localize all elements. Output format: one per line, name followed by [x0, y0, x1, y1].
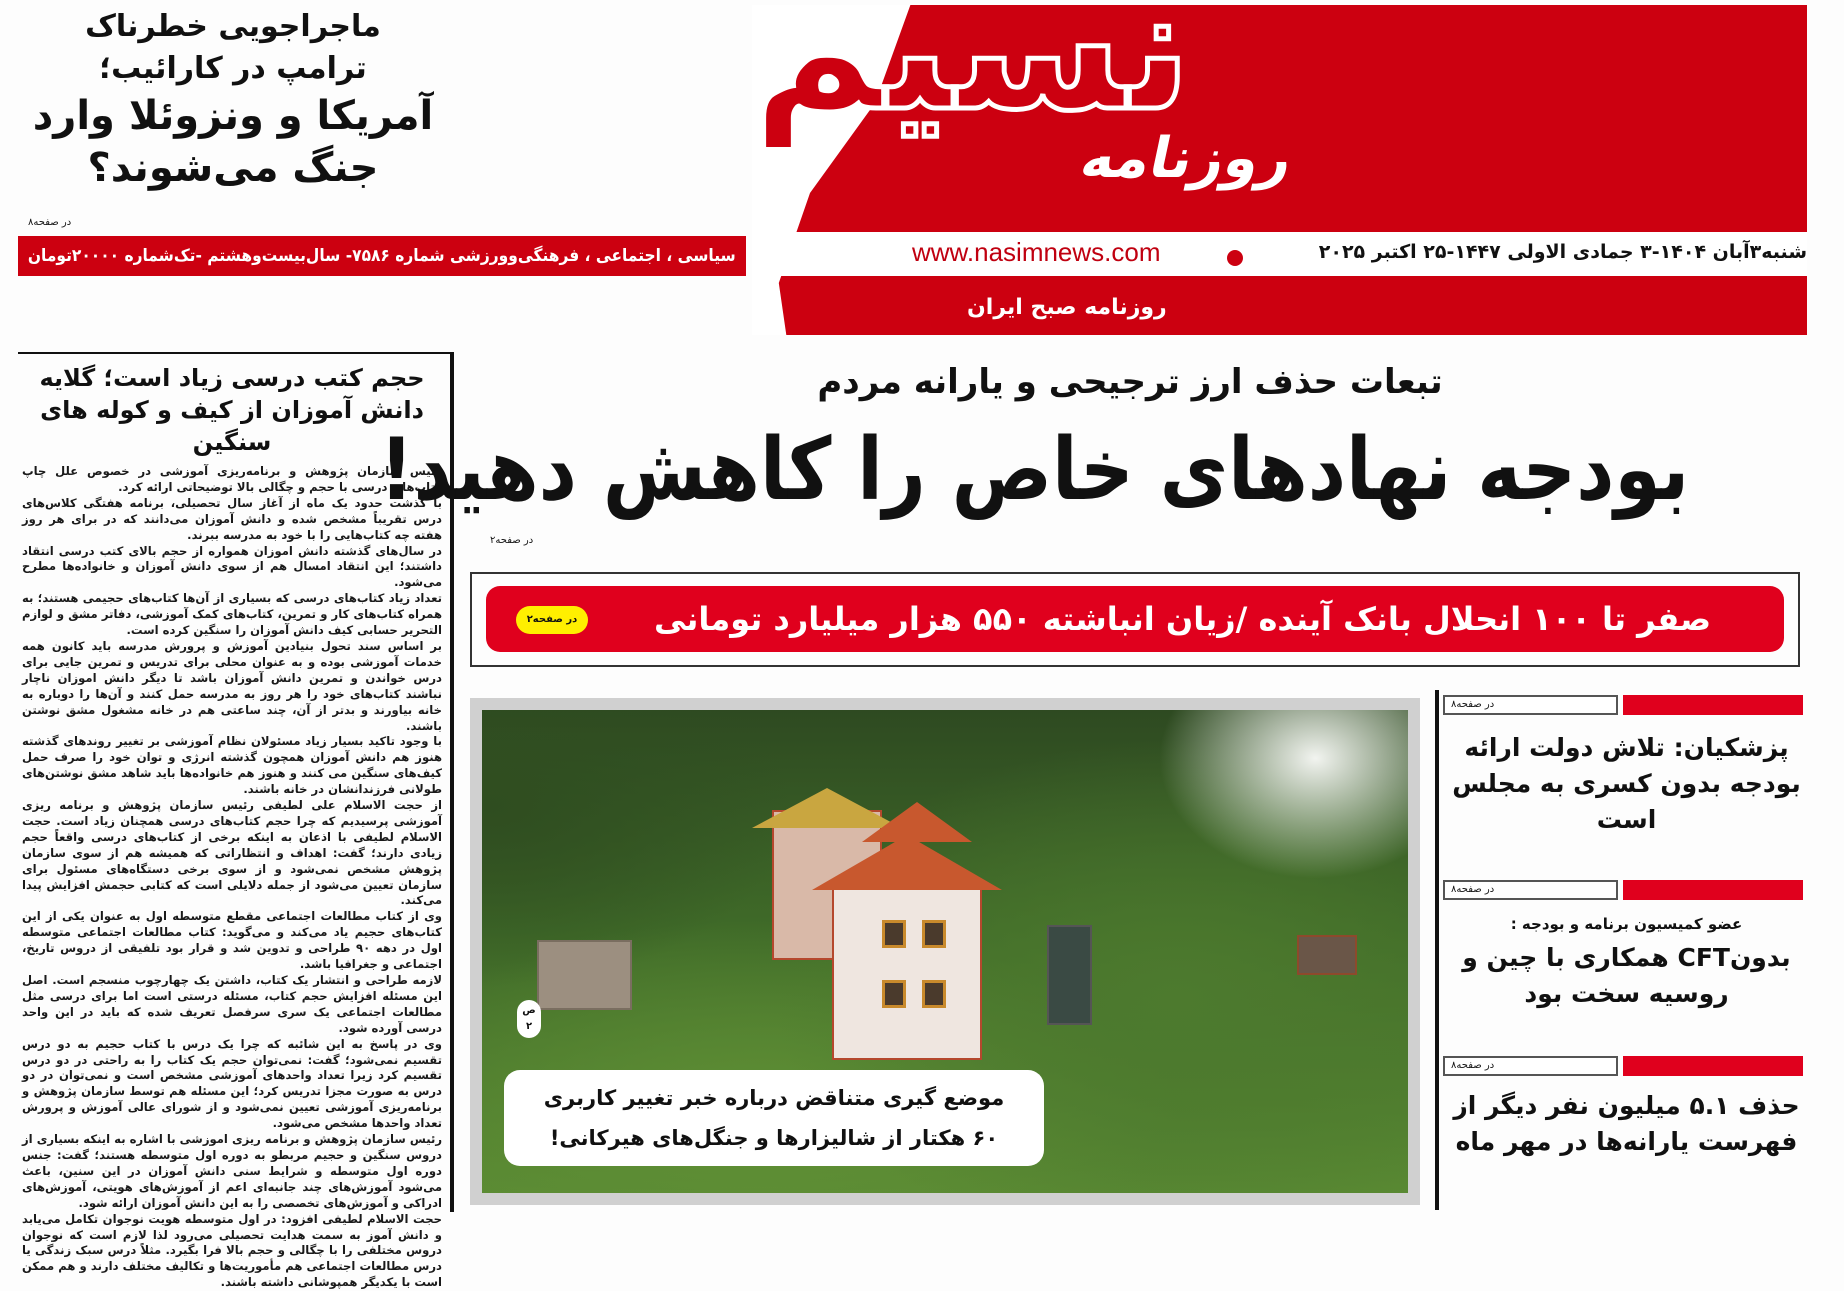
logo-prefix: روزنامه	[1075, 126, 1299, 191]
section-label	[1443, 695, 1808, 715]
window-shape	[922, 920, 946, 948]
article-paragraph: با وجود تاکید بسیار زیاد مسئولان نظام آموزشی بر تغییر روندهای گذشته هنوز هم دانش آموزان همچون گذشته انرژی و توان خود را صرف حمل کیف‌های سنگین می کنند و هنوز هم خانواده‌ها باید شاهد مشق نوشتن‌های طولانی فرزندانشان در خانه باشند.	[22, 734, 442, 797]
article-paragraph: با گذشت حدود یک ماه از آغاز سال تحصیلی، برنامه هفتگی کلاس‌های درس تقریباً مشخص شده و دانش آموزان می‌دانند که در برای هر روز هفته چه کتاب‌هایی را با خود به مدرسه ببرند.	[22, 495, 442, 542]
banner-headline[interactable]	[486, 586, 1784, 652]
right-column	[1435, 690, 1807, 1210]
page-ref: در صفحه۸	[28, 217, 72, 228]
article-paragraph: حجت الاسلام لطیفی افزود: در اول متوسطه هویت نوجوان تکامل می‌یابد و دانش آموز به سمت هدایت تحصیلی می‌رود لذا لازم است که نوجوان دروس مختلفی را با چگالی و حجم بالا فرا بگیرد. مثلاً درس سبک زندگی یا درس مطالعات اجتماعی هم مأموریت‌ها و تکالیف مختلف دارند و هم ممکن است با یکدیگر همپوشانی داشته باشند.	[22, 1211, 442, 1290]
page-ref: در صفحه۲	[490, 535, 534, 546]
shed-shape	[1297, 935, 1357, 975]
article-paragraph: رئیس سازمان پژوهش و برنامه ریزی اموزشی با اشاره به اینکه بسیاری از دروس سنگین و حجیم مربطو به دوره اول متوسطه هستند؛ گفت: جنس دوره اول متوسطه و شرایط سنی دانش آموزان در این سنین، باعث می‌شود آموزش‌های چند جانبه‌ای اعم از آموزش‌های هویتی، آموزش‌های ادراکی و آموزش‌های تخصصی را به این دانش آموزان ارائه شود.	[22, 1132, 442, 1210]
brief-headline[interactable]: حذف ۵.۱ میلیون نفر دیگر از فهرست یارانه‌ها در مهر ماه	[1453, 1091, 1800, 1156]
article-paragraph: از حجت الاسلام علی لطیفی رئیس سازمان پژوهش و برنامه ریزی آموزشی پرسیدیم که چرا حجم کتاب‌های درسی همچنان زیاد است. حجت الاسلام لطیفی با اذعان به اینکه برخی از کتاب‌های درسی واقعاً حجم زیادی دارند؛ گفت: اهداف و انتظاراتی که همیشه هم از سوی سازمان پژوهش مشخص نمی‌شود و از سوی برخی دستگاه‌های مسئول برای سازمان تعیین می‌شود از جمله دلایلی است که کتابی حجمش افزایش پیدا می‌کند.	[22, 798, 442, 908]
page-ref: در صفحه۸	[1443, 1056, 1618, 1076]
section-label	[1443, 1056, 1808, 1076]
article-paragraph: در سال‌های گذشته دانش اموزان همواره از حجم بالای کتب درسی انتقاد داشتند؛ این انتقاد امسال هم از سوی دانش آموزان و خانواده‌ها مطرح می‌شود.	[22, 543, 442, 590]
red-bar	[1623, 880, 1803, 900]
badge-top: ص	[522, 1005, 536, 1016]
page-ref-badge: در صفحه۲	[516, 606, 588, 634]
masthead-subtitle: روزنامه صبح ایران	[967, 295, 1167, 320]
house-shape	[832, 880, 982, 1060]
logo: نسیم	[752, 5, 1192, 149]
edition-tagline: سیاسی ، اجتماعی ، فرهنگی‌وورزشی شماره ۷۵۸۶- سال‌بیست‌وهشتم -تک‌شماره ۲۰۰۰۰تومان	[28, 246, 736, 266]
article-paragraph: رئیس سازمان پژوهش و برنامه‌ریزی آموزشی در خصوص علل چاپ کتاب‌های درسی با حجم و چگالی بالا توضیحاتی ارائه کرد.	[22, 464, 442, 494]
bullet-dot-icon	[1227, 250, 1243, 266]
article-paragraph: وی در پاسخ به این شائبه که چرا یک درس با کتاب حجیم به دو درس تقسیم نمی‌شود؛ گفت: نمی‌توان حجم یک کتاب را به راحتی در دو درس تقسیم کرد زیرا تعداد واحدهای آموزشی مشخص است و نمی‌توان در دو درس به صورت مجزا تدریس کرد؛ این مسئله هم توسط سازمان پژوهش و برنامه‌ریزی آموزشی تعیین نمی‌شود و از شورای عالی آموزش و پرورش تعداد واحدها مشخص می‌شود.	[22, 1036, 442, 1131]
article-paragraph: تعداد زیاد کتاب‌های درسی که بسیاری از آن‌ها کتاب‌های حجیمی هستند؛ به همراه کتاب‌های کار و تمرین، کتاب‌های کمک آموزشی، دفاتر مشق و لوازم التحریر حسابی کیف دانش آموزان را سنگین کرده است.	[22, 591, 442, 638]
issue-date: شنبه۳آبان ۱۴۰۴-۳ جمادی الاولی ۱۴۴۷-۲۵ اکتبر ۲۰۲۵	[1318, 241, 1807, 263]
masthead	[752, 5, 1807, 335]
window-shape	[922, 980, 946, 1008]
page-ref-badge	[517, 1000, 541, 1038]
main-headline-block[interactable]	[379, 410, 1790, 530]
window-shape	[882, 920, 906, 948]
article-paragraph: وی از کتاب مطالعات اجتماعی مقطع متوسطه اول به عنوان یکی از این کتاب‌های حجیم یاد می‌کند و می‌گوید: کتاب مطالعات اجتماعی متوسطه اول در دهه ۹۰ طراحی و تدوین شد و قرار بود تلفیقی از دروس تاریخ، اجتماعی و جغرافیا باشد.	[22, 909, 442, 972]
article-paragraph: بر اساس سند تحول بنیادین آموزش و پرورش مدرسه باید کانون همه خدمات آموزشی بوده و به عنوان محلی برای تدریس و تمرین جایی برای درس خواندن و تمرین دانش آموزان باشد تا دیگر دانش اموزان ناچار نباشند کتاب‌های خود را هر روز به مدرسه حمل کنند و آن‌ها را دوباره به خانه بیاورند و بدتر از آن، چند ساعتی هم در خانه مشغول مشق نوشتن باشند.	[22, 638, 442, 733]
window-shape	[882, 980, 906, 1008]
teaser-headline: آمریکا و ونزوئلا وارد	[32, 93, 434, 139]
photo-caption[interactable]	[504, 1070, 1044, 1166]
caption-line: ۶۰ هکتار از شالیزارها و جنگل‌های هیرکانی!	[549, 1126, 999, 1150]
teaser-headline: جنگ می‌شوند؟	[87, 145, 379, 191]
brief-headline[interactable]: پزشکیان: تلاش دولت ارائه بودجه بدون کسری به مجلس است	[1452, 733, 1801, 834]
section-label	[1443, 880, 1808, 900]
website-link[interactable]: www.nasimnews.com	[912, 237, 1161, 267]
teaser-line: ماجراجویی خطرناک	[85, 9, 381, 44]
red-bar	[1623, 695, 1803, 715]
roof-shape	[752, 788, 902, 828]
banner-text: صفر تا ۱۰۰ انحلال بانک آینده /زیان انباشته ۵۵۰ هزار میلیارد تومانی	[653, 600, 1712, 638]
caption-line: موضع گیری متناقض درباره خبر تغییر کاربری	[543, 1086, 1005, 1110]
brief-headline[interactable]: بدونCFT همکاری با چین و روسیه سخت بود	[1462, 943, 1791, 1008]
edition-tagline-strip	[18, 236, 746, 276]
page-ref: در صفحه۸	[1443, 880, 1618, 900]
brief-subtitle: عضو کمیسیون برنامه و بودجه :	[1510, 915, 1743, 933]
photo-story[interactable]	[470, 698, 1420, 1205]
top-teaser-story[interactable]	[18, 6, 448, 228]
article-paragraph: لازمه طراحی و انتشار یک کتاب، داشتن یک چهارچوب منسجم است. اصل این مسئله افزایش حجم کتاب، مسئله درستی است اما برای درسی مثل مطالعات اجتماعی یک سری سرفصل تعریف شده که باید در این واحد درسی آورده شود.	[22, 973, 442, 1035]
shed-shape	[1047, 925, 1092, 1025]
shed-shape	[537, 940, 632, 1010]
main-headline: بودجه نهادهای خاص را کاهش دهید!	[379, 420, 1690, 520]
photo-villas-in-forest	[482, 710, 1408, 1193]
teaser-line: ترامپ در کارائیب؛	[99, 51, 367, 86]
badge-bottom: ۲	[525, 1021, 533, 1032]
page-ref: در صفحه۸	[1443, 695, 1618, 715]
red-bar	[1623, 1056, 1803, 1076]
main-kicker: تبعات حذف ارز ترجیحی و یارانه مردم	[817, 362, 1443, 402]
article-headline[interactable]: حجم کتب درسی زیاد است؛ گلایه دانش آموزان از کیف و کوله های سنگین	[39, 364, 425, 456]
banner-box	[470, 572, 1800, 667]
